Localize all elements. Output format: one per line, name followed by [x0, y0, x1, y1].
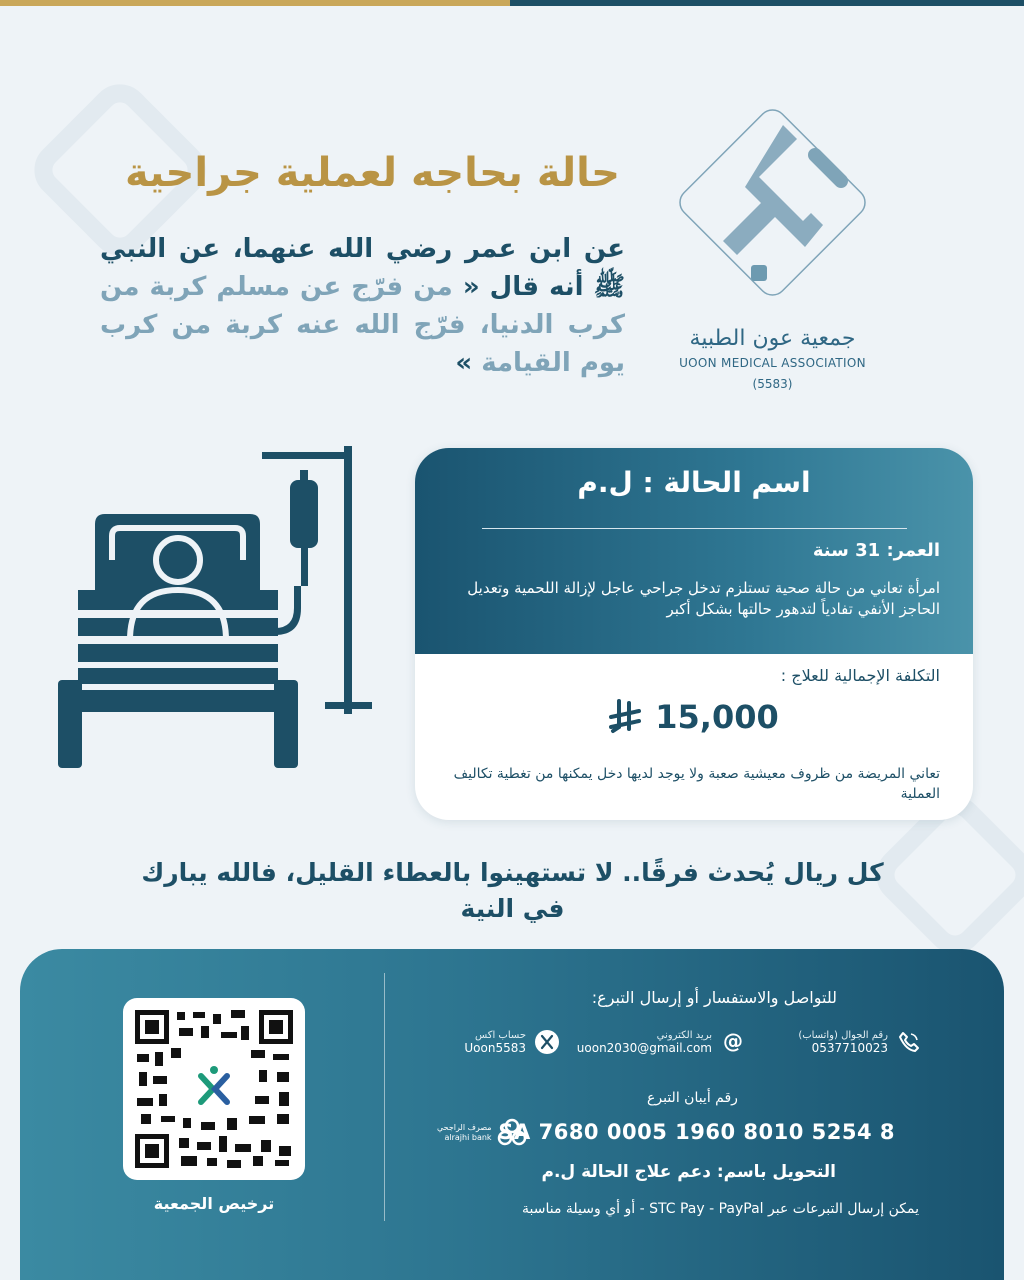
bank-logo	[437, 1118, 528, 1148]
x-value[interactable]: Uoon5583	[464, 1040, 526, 1055]
qr-code-icon	[131, 1006, 297, 1172]
case-name: اسم الحالة : ل.م	[577, 466, 811, 499]
top-bar-navy	[510, 0, 1024, 6]
hospital-bed-icon	[50, 440, 380, 770]
hadith-quote: من فرّج عن مسلم كربة من كرب الدنيا، فرّج الله عنه كربة من كرب يوم القيامة	[100, 272, 625, 378]
at-sign-icon	[720, 1029, 746, 1055]
bank-name-english: alrajhi bank	[444, 1133, 492, 1142]
email-label: بريد الكتروني	[656, 1029, 712, 1041]
case-card	[415, 448, 973, 820]
top-bar-gold	[0, 0, 510, 6]
cost-amount: 15,000	[655, 698, 779, 736]
page-title: حالة بحاجه لعملية جراحية	[124, 150, 620, 196]
card-divider	[482, 528, 907, 529]
bank-name-arabic: مصرف الراجحي	[437, 1123, 492, 1132]
top-accent-bar	[0, 0, 1024, 6]
contact-phone[interactable]	[798, 1029, 922, 1055]
hadith-text	[100, 230, 625, 382]
logo-number: (5583)	[752, 377, 793, 391]
case-note: تعاني المريضة من ظروف معيشية صعبة ولا يوجد لديها دخل يمكنها من تغطية تكاليف العملية	[453, 766, 940, 802]
footer-panel	[20, 949, 1004, 1280]
hadith-intro: عن ابن عمر رضي الله عنهما، عن النبي ﷺ أنه قال «	[100, 234, 625, 302]
license-qr-code[interactable]	[123, 998, 305, 1180]
logo-name-english: UOON MEDICAL ASSOCIATION	[679, 356, 866, 370]
license-label: ترخيص الجمعية	[153, 1194, 275, 1213]
phone-value[interactable]: 0537710023	[811, 1040, 888, 1055]
email-value[interactable]: uoon2030@gmail.com	[576, 1040, 712, 1055]
footer-divider	[384, 973, 385, 1221]
contact-title: للتواصل والاستفسار أو إرسال التبرع:	[591, 988, 837, 1007]
cost-label: التكلفة الإجمالية للعلاج :	[780, 666, 940, 685]
case-age: العمر: 31 سنة	[812, 540, 940, 561]
riyal-icon	[609, 699, 641, 735]
alrajhi-bank-icon	[496, 1118, 528, 1148]
contact-x-account[interactable]	[464, 1029, 560, 1055]
phone-icon	[896, 1029, 922, 1055]
iban-number[interactable]: SA 7680 0005 1960 8010 5254 8	[498, 1120, 895, 1144]
association-logo-icon	[665, 95, 880, 310]
case-card-header	[415, 448, 973, 654]
iban-label: رقم أيبان التبرع	[647, 1090, 738, 1106]
donation-channels: يمكن إرسال التبرعات عبر STC Pay - PayPal - أو أي وسيلة مناسبة	[522, 1201, 919, 1217]
x-label: حساب اكس	[474, 1029, 526, 1041]
svg-text:@: @	[723, 1029, 743, 1053]
contact-email[interactable]	[577, 1029, 746, 1055]
slogan-text: كل ريال يُحدث فرقًا.. لا تستهينوا بالعطاء القليل، فالله يبارك في النية	[141, 858, 884, 923]
hadith-close: »	[455, 348, 482, 378]
phone-label: رقم الجوال (واتساب)	[798, 1029, 888, 1041]
cost-amount-row	[415, 698, 973, 736]
logo-name-arabic: جمعية عون الطبية	[689, 326, 856, 351]
x-logo-icon	[534, 1029, 560, 1055]
case-description: امرأة تعاني من حالة صحية تستلزم تدخل جراحي عاجل لإزالة اللحمية وتعديل الحاجز الأنفي تفادياً لتدهور حالتها بشكل أكبر	[467, 579, 940, 618]
transfer-name: التحويل باسم: دعم علاج الحالة ل.م	[541, 1162, 836, 1182]
